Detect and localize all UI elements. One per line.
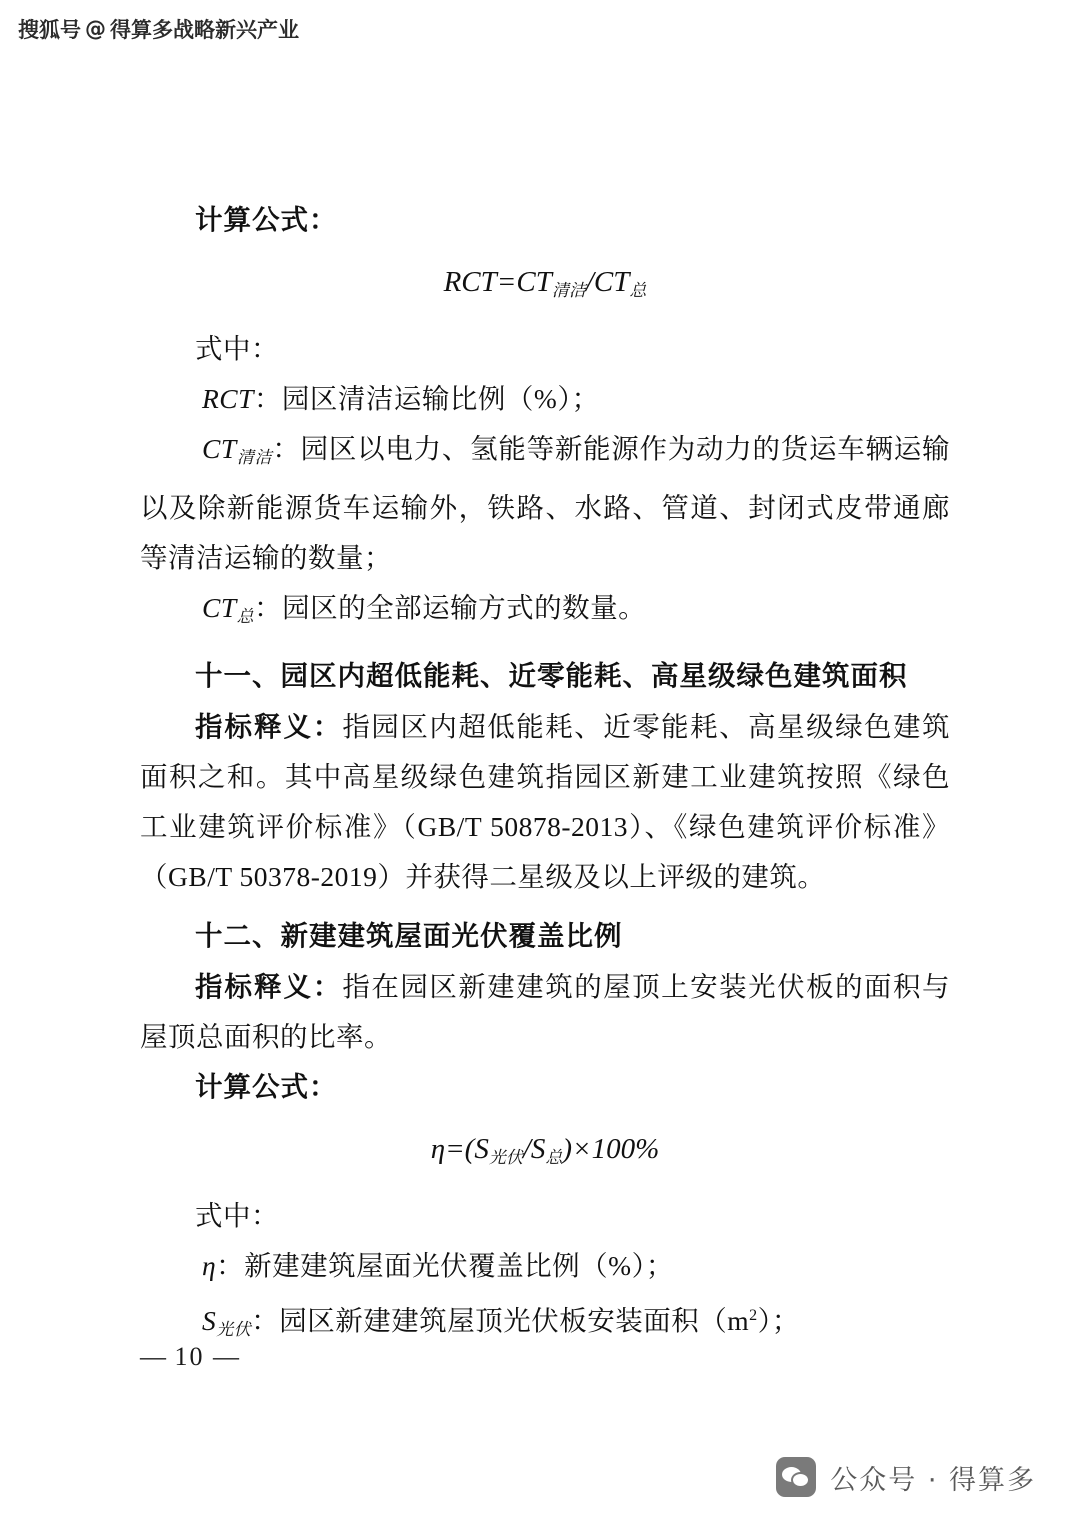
watermark-at-symbol: @ [85, 17, 106, 41]
formula-rct-numerator-subscript: 清洁 [551, 281, 586, 300]
formula-eta [140, 1126, 950, 1181]
definition-text-12: 指在园区新建建筑的屋顶上安装光伏板的面积与屋顶总面积的比率。 [140, 971, 951, 1052]
definition-eta-text: ：新建建筑屋面光伏覆盖比例（%）； [216, 1250, 674, 1281]
formula-label-1: 计算公式： [195, 204, 338, 236]
formula-rct-denominator: CT [593, 266, 630, 298]
formula-eta-numerator-subscript: 光伏 [488, 1148, 523, 1167]
section-heading-twelve: 十二、新建建筑屋面光伏覆盖比例 [195, 920, 623, 952]
top-watermark [18, 14, 299, 44]
formula-rct-slash: / [585, 266, 594, 298]
page-number-right-dash: — [213, 1342, 239, 1371]
definition-rct-text: ：园区清洁运输比例（%）； [253, 383, 600, 414]
page-number-value: 10 [174, 1342, 205, 1371]
formula-eta-equals: =( [445, 1133, 475, 1165]
formula-eta-denominator-subscript: 总 [545, 1148, 563, 1167]
definition-ct-total-text: ：园区的全部运输方式的数量。 [254, 592, 647, 623]
page-number-left-dash: — [140, 1342, 166, 1371]
bottom-watermark [776, 1457, 1036, 1497]
definition-s-pv-text-before: ：园区新建建筑屋顶光伏板安装面积（m [251, 1305, 750, 1337]
formula-rct [140, 259, 950, 314]
formula-eta-slash: / [522, 1133, 531, 1165]
where-label-2: 式中： [195, 1200, 279, 1231]
variable-ct-clean-subscript: 清洁 [236, 448, 273, 467]
definition-eta [140, 1241, 950, 1291]
variable-ct-total: CT [202, 592, 237, 623]
variable-s-pv-subscript: 光伏 [216, 1320, 252, 1340]
definition-label-11: 指标释义： [195, 711, 343, 743]
definition-ct-clean-text: ：园区以电力、氢能等新能源作为动力的货运车辆运输以及除新能源货车运输外，铁路、水路、管道、封闭式皮带通廊等清洁运输的数量； [140, 433, 950, 573]
definition-text-11: 指园区内超低能耗、近零能耗、高星级绿色建筑面积之和。其中高星级绿色建筑指园区新建工业建筑按照《绿色工业建筑评价标准》（GB/T 50878-2013）、《绿色建筑评价标准》（GB/T 50378-2019）并获得二星级及以上评级的建筑。 [140, 711, 951, 892]
definition-rct [140, 374, 950, 424]
definition-paragraph-eleven [140, 702, 950, 902]
formula-label-2: 计算公式： [195, 1071, 338, 1103]
bottom-watermark-text: 公众号 · 得算多 [830, 1464, 1036, 1496]
section-heading-eleven: 十一、园区内超低能耗、近零能耗、高星级绿色建筑面积 [195, 660, 908, 692]
formula-eta-variable: η [430, 1133, 446, 1165]
definition-s-pv-text-after: ）； [757, 1305, 800, 1337]
watermark-platform-label: 搜狐号 [18, 18, 81, 42]
formula-rct-lhs: RCT [443, 266, 497, 298]
variable-ct-total-subscript: 总 [236, 607, 255, 626]
formula-rct-numerator: CT [516, 266, 552, 298]
variable-ct-clean: CT [202, 433, 237, 464]
definition-label-12: 指标释义： [195, 971, 343, 1003]
definition-ct-total [140, 583, 950, 642]
wechat-icon [776, 1457, 816, 1497]
watermark-account-name: 得算多战略新兴产业 [110, 18, 299, 42]
variable-s-pv: S [202, 1305, 217, 1337]
formula-rct-denominator-subscript: 总 [629, 281, 647, 300]
definition-ct-clean [140, 424, 950, 583]
formula-eta-tail: )×100% [562, 1133, 660, 1165]
variable-eta: η [202, 1250, 217, 1281]
definition-paragraph-twelve [140, 962, 950, 1062]
document-page [0, 70, 1080, 1460]
variable-rct: RCT [202, 383, 254, 414]
document-content [140, 195, 950, 1355]
unit-square-exponent: 2 [749, 1307, 758, 1324]
formula-eta-numerator: S [474, 1133, 489, 1165]
formula-rct-equals: = [496, 266, 517, 298]
where-label-1: 式中： [195, 333, 279, 364]
formula-eta-denominator: S [530, 1133, 546, 1165]
page-number [140, 1342, 440, 1372]
